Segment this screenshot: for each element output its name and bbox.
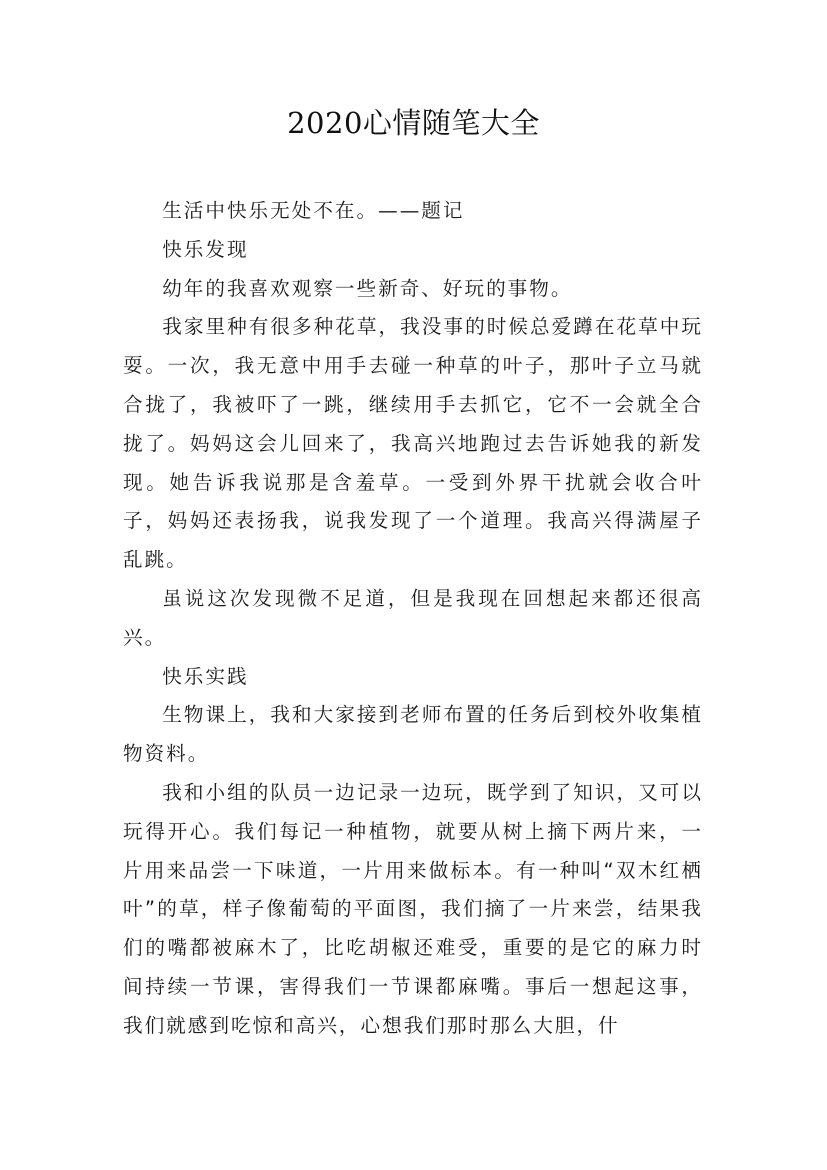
paragraph: 我和小组的队员一边记录一边玩，既学到了知识，又可以玩得开心。我们每记一种植物，就要从树上摘下两片来，一片用来品尝一下味道，一片用来做标本。有一种叫“双木红栖叶”的草，样子像葡萄的平面图，我们摘了一片来尝，结果我们的嘴都被麻木了，比吃胡椒还难受，重要的是它的麻力时间持续一节课，害得我们一节课都麻嘴。事后一想起这事，我们就感到吃惊和高兴，心想我们那时那么大胆，什 xyxy=(123,780,703,1037)
paragraph-epigraph: 生活中快乐无处不在。——题记 xyxy=(162,199,465,222)
section-heading-practice: 快乐实践 xyxy=(162,664,249,688)
paragraph: 幼年的我喜欢观察一些新奇、好玩的事物。 xyxy=(162,276,573,300)
paragraph: 我家里种有很多种花草，我没事的时候总爱蹲在花草中玩耍。一次，我无意中用手去碰一种草的叶子，那叶子立马就合拢了，我被吓了一跳，继续用手去抓它，它不一会就全合拢了。妈妈这会儿回来了，我高兴地跑过去告诉她我的新发现。她告诉我说那是含羞草。一受到外界干扰就会收合叶子，妈妈还表扬我，说我发现了一个道理。我高兴得满屋子乱跳。 xyxy=(123,315,703,572)
document-title: 2020心情随笔大全 xyxy=(287,106,540,140)
paragraph: 生物课上，我和大家接到老师布置的任务后到校外收集植物资料。 xyxy=(123,703,703,766)
section-heading-discovery: 快乐发现 xyxy=(162,237,249,261)
document-body xyxy=(123,192,703,1046)
paragraph: 虽说这次发现微不足道，但是我现在回想起来都还很高兴。 xyxy=(123,586,703,649)
